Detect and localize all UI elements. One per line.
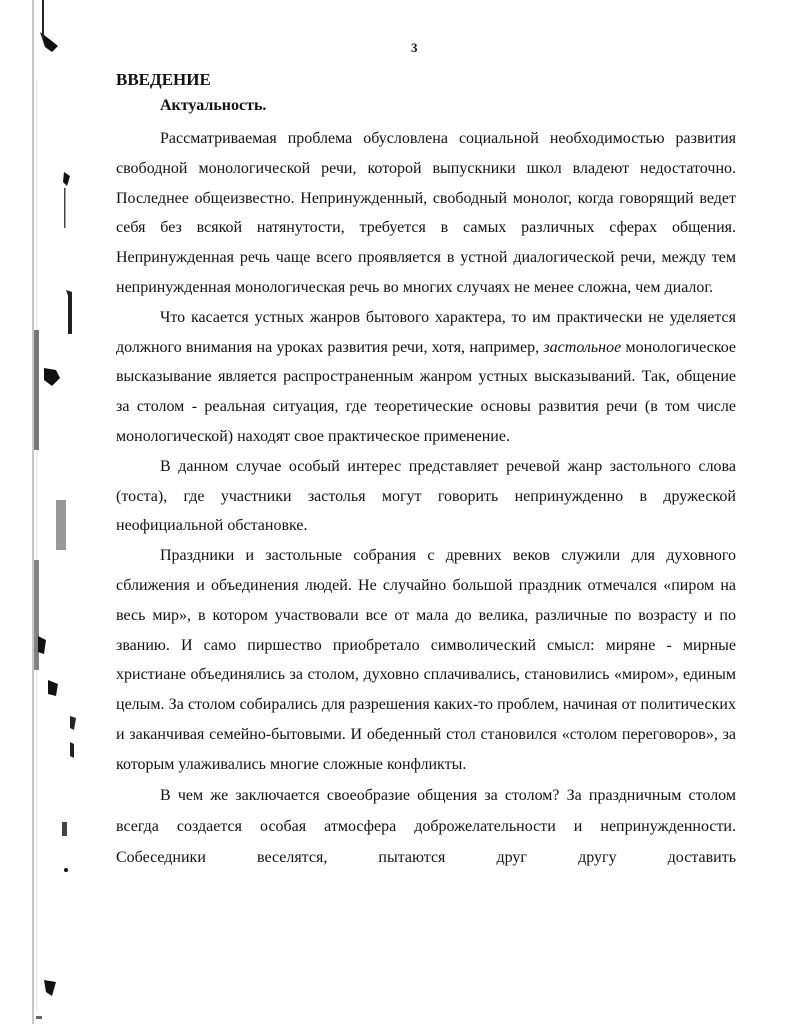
scan-blot [42, 0, 44, 38]
paragraph: В данном случае особый интерес представляет речевой жанр застольного слова (тоста), где участники застолья могут говорить непринужденно в дружеской неофициальной обстановке. [116, 457, 736, 535]
scan-blot [48, 680, 58, 696]
scan-margin-artifacts [0, 0, 100, 1024]
section-subheading: Актуальность. [160, 97, 267, 114]
scan-blot [56, 500, 66, 550]
paragraph-text: Что касается устных жанров бытового характера, то им практически не уделяется должного внимания на уроках развития речи, хотя, например, [116, 308, 736, 356]
scan-blot [66, 290, 72, 334]
paragraph: В чем же заключается своеобразие общения за столом? За праздничным столом всегда создается особая атмосфера доброжелательности и непринужденности. Собеседники веселятся, пытаются друг другу доставить [116, 786, 736, 866]
scan-blot [44, 368, 60, 386]
paragraph: Праздники и застольные собрания с древних веков служили для духовного сближения и объединения людей. Не случайно большой праздник отмечался «пиром на весь мир», в котором участвовали все от мала до велика, различные по возрасту и по званию. И само пиршество приобретало символический смысл: миряне - мирные христиане объединялись за столом, духовно сплачивались, становились «миром», единым целым. За столом собирались для разрешения каких-то проблем, начиная от политических и заканчивая семейно-бытовыми. И обеденный стол становился «столом переговоров», за которым улаживались многие сложные конфликты. [116, 547, 736, 773]
scan-blot [64, 868, 68, 872]
page-number: 3 [411, 40, 418, 55]
scan-blot [34, 560, 39, 670]
scan-blot [70, 742, 74, 758]
paragraph [116, 303, 736, 452]
scan-blot [70, 716, 76, 730]
scan-blot [63, 172, 70, 186]
scan-blot [44, 980, 56, 996]
paragraph: Рассматриваемая проблема обусловлена социальной необходимостью развития свободной монологической речи, которой выпускники школ владеют недостаточно. Последнее общеизвестно. Непринужденный, свободный монолог, когда говорящий ведет себя без всякой натянутости, требуется в самых различных сферах общения. Непринужденная речь чаще всего проявляется в устной диалогической речи, между тем непринужденная монологическая речь во многих случаях не менее сложна, чем диалог. [116, 130, 736, 296]
scan-blot [62, 822, 67, 836]
scan-blot [38, 636, 46, 654]
document-body [116, 68, 736, 873]
paragraph-text: монологическое высказывание является распространенным жанром устных высказываний. Так, общение за столом - реальная ситуация, где теоретические основы развития речи (в том числе монологической) находят свое практическое применение. [116, 338, 736, 445]
emphasized-word: застольное [543, 338, 622, 356]
section-heading: ВВЕДЕНИЕ [116, 70, 211, 89]
scan-blot [36, 1016, 42, 1019]
scan-blot [34, 330, 39, 450]
scan-blot [64, 188, 66, 228]
